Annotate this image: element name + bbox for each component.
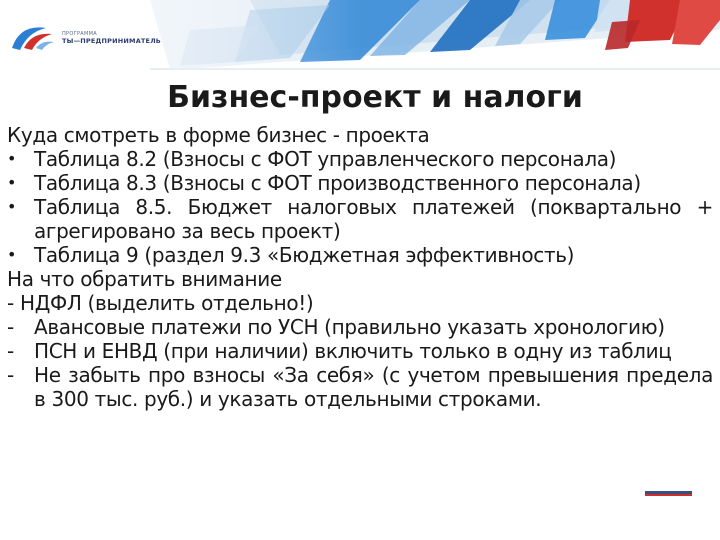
logo-mark-icon (8, 18, 58, 58)
bullet-icon: • (7, 245, 17, 264)
bullet-text: Таблица 8.3 (Взносы с ФОТ производственного персонала) (34, 171, 641, 195)
dash-item (7, 315, 713, 339)
footer-accent-line-red (645, 494, 692, 496)
dash-text: Авансовые платежи по УСН (правильно указать хронологию) (34, 315, 665, 339)
dash-item (7, 291, 713, 315)
dash-text: НДФЛ (выделить отдельно!) (20, 291, 314, 315)
bullet-item (7, 195, 713, 243)
dash-item (7, 363, 713, 411)
bullet-item (7, 171, 713, 195)
slide-title: Бизнес-проект и налоги (167, 80, 583, 115)
dash-marker-icon: - (7, 315, 14, 339)
dash-item (7, 339, 713, 363)
dash-marker-icon: - (7, 339, 14, 363)
dash-marker-icon: - (7, 291, 14, 315)
logo-top-text: ПРОГРАММА (62, 31, 97, 37)
dash-marker-icon: - (7, 363, 14, 387)
bullet-text: Таблица 8.2 (Взносы с ФОТ управленческого персонала) (34, 147, 617, 171)
section-heading (7, 123, 713, 147)
logo-main-text: ТЫ—ПРЕДПРИНИМАТЕЛЬ (62, 37, 161, 45)
bullet-item (7, 147, 713, 171)
dash-text: ПСН и ЕНВД (при наличии) включить только в одну из таблиц (34, 339, 672, 363)
slide-body (7, 123, 713, 411)
section-heading (7, 267, 713, 291)
header-banner (0, 0, 720, 80)
bullet-icon: • (7, 173, 17, 192)
dash-text: Не забыть про взносы «За себя» (с учетом превышения предела в 300 тыс. руб.) и указать отдельными строками. (34, 363, 713, 411)
program-logo (8, 18, 168, 58)
section-heading-text: На что обратить внимание (7, 267, 282, 291)
section-heading-text: Куда смотреть в форме бизнес - проекта (7, 123, 430, 147)
bullet-text: Таблица 8.5. Бюджет налоговых платежей (поквартально + агрегировано за весь проект) (34, 195, 713, 243)
bullet-icon: • (7, 149, 17, 168)
bullet-text: Таблица 9 (раздел 9.3 «Бюджетная эффективность) (34, 243, 575, 267)
bullet-item (7, 243, 713, 267)
bullet-icon: • (7, 197, 17, 216)
